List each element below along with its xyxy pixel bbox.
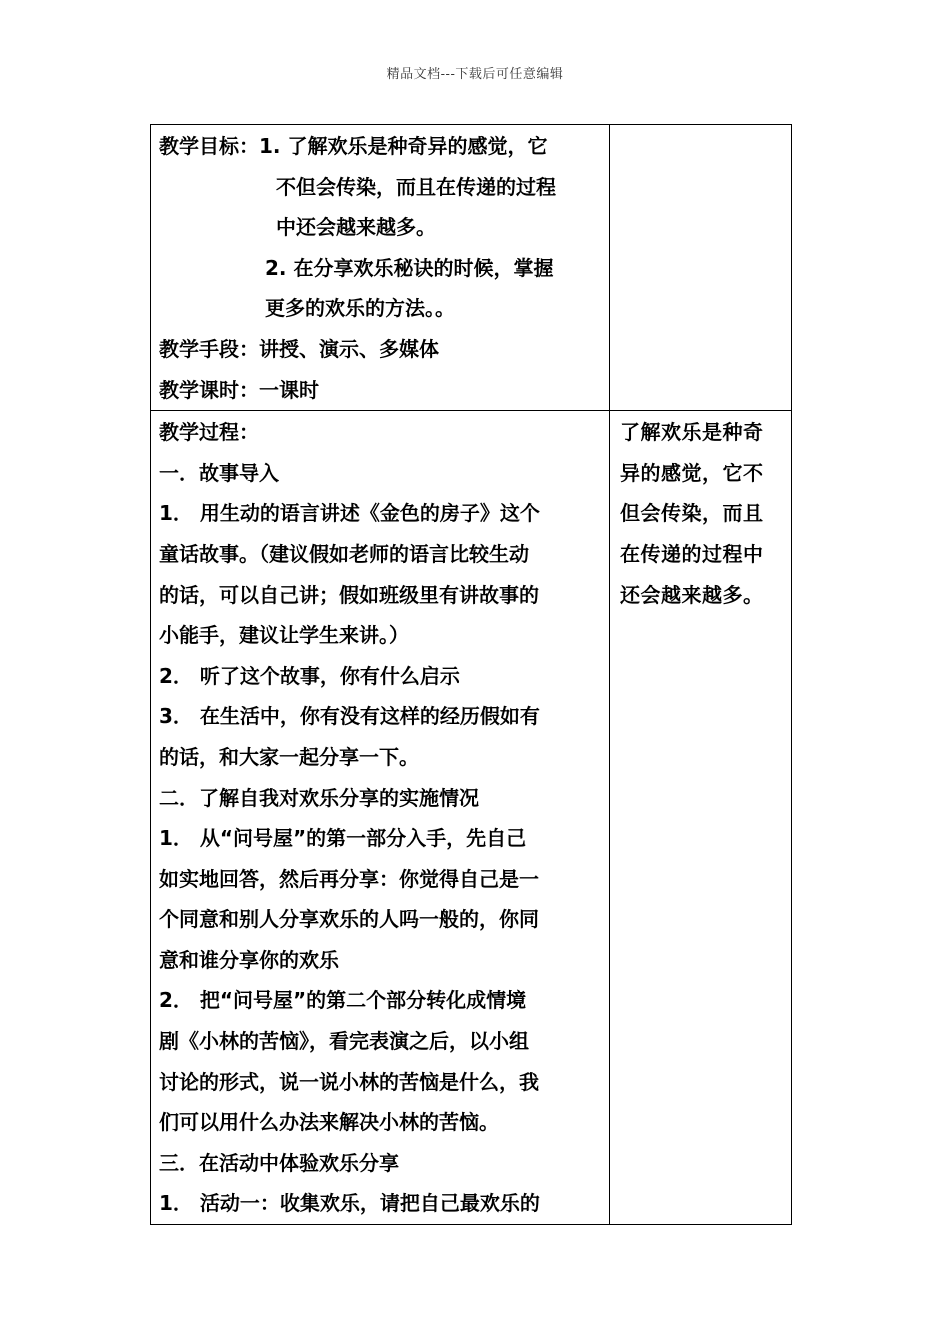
- process-side-cell: [610, 411, 792, 1225]
- process-line: 的话，和大家一起分享一下。: [159, 744, 419, 769]
- process-line: 3． 在生活中，你有没有这样的经历假如有: [159, 704, 540, 729]
- process-line: 个同意和别人分享欢乐的人吗一般的，你同: [159, 907, 539, 932]
- objective-line: 不但会传染，而且在传递的过程: [276, 174, 556, 199]
- objective-line: 更多的欢乐的方法。。: [265, 296, 455, 321]
- process-line: 2． 听了这个故事，你有什么启示: [159, 663, 460, 688]
- process-line: 讨论的形式，说一说小林的苦恼是什么，我: [159, 1069, 539, 1094]
- side-note-line: 在传递的过程中: [620, 541, 764, 566]
- process-line: 教学过程：: [159, 420, 259, 445]
- teaching-means-line: 教学手段：讲授、演示、多媒体: [159, 336, 439, 361]
- objective-line: 2. 在分享欢乐秘诀的时候，掌握: [265, 255, 554, 280]
- process-line: 们可以用什么办法来解决小林的苦恼。: [159, 1110, 499, 1135]
- process-line: 三．在活动中体验欢乐分享: [159, 1150, 399, 1175]
- table-row-objectives: [151, 125, 792, 411]
- table-row-process: [151, 411, 792, 1225]
- side-note-line: 还会越来越多。: [620, 582, 764, 607]
- process-cell: [151, 411, 610, 1225]
- process-line: 二．了解自我对欢乐分享的实施情况: [159, 785, 479, 810]
- side-note-line: 异的感觉，它不: [620, 460, 764, 485]
- process-line: 1． 活动一：收集欢乐，请把自己最欢乐的: [159, 1191, 540, 1216]
- class-hours-line: 教学课时：一课时: [159, 377, 319, 402]
- process-line: 1． 从“问号屋”的第一部分入手，先自己: [159, 826, 527, 851]
- objective-line: 教学目标：1. 了解欢乐是种奇异的感觉，它: [159, 134, 548, 158]
- objectives-side-cell: [610, 125, 792, 411]
- lesson-plan-table: [150, 124, 792, 1225]
- process-line: 如实地回答，然后再分享：你觉得自己是一: [159, 866, 539, 891]
- objective-line: 中还会越来越多。: [276, 215, 436, 240]
- objectives-cell: [151, 125, 610, 411]
- process-line: 一．故事导入: [159, 460, 279, 485]
- page-header: 精品文档---下载后可任意编辑: [386, 67, 564, 82]
- process-line: 小能手，建议让学生来讲。）: [159, 623, 409, 648]
- side-note-line: 了解欢乐是种奇: [620, 420, 764, 445]
- process-line: 2． 把“问号屋”的第二个部分转化成情境: [159, 988, 527, 1013]
- side-note-line: 但会传染，而且: [620, 501, 764, 526]
- process-line: 意和谁分享你的欢乐: [159, 947, 339, 972]
- process-line: 1． 用生动的语言讲述《金色的房子》这个: [159, 501, 540, 526]
- process-line: 童话故事。（建议假如老师的语言比较生动: [159, 541, 529, 566]
- process-line: 剧《小林的苦恼》，看完表演之后，以小组: [159, 1029, 529, 1054]
- process-line: 的话，可以自己讲；假如班级里有讲故事的: [159, 582, 539, 607]
